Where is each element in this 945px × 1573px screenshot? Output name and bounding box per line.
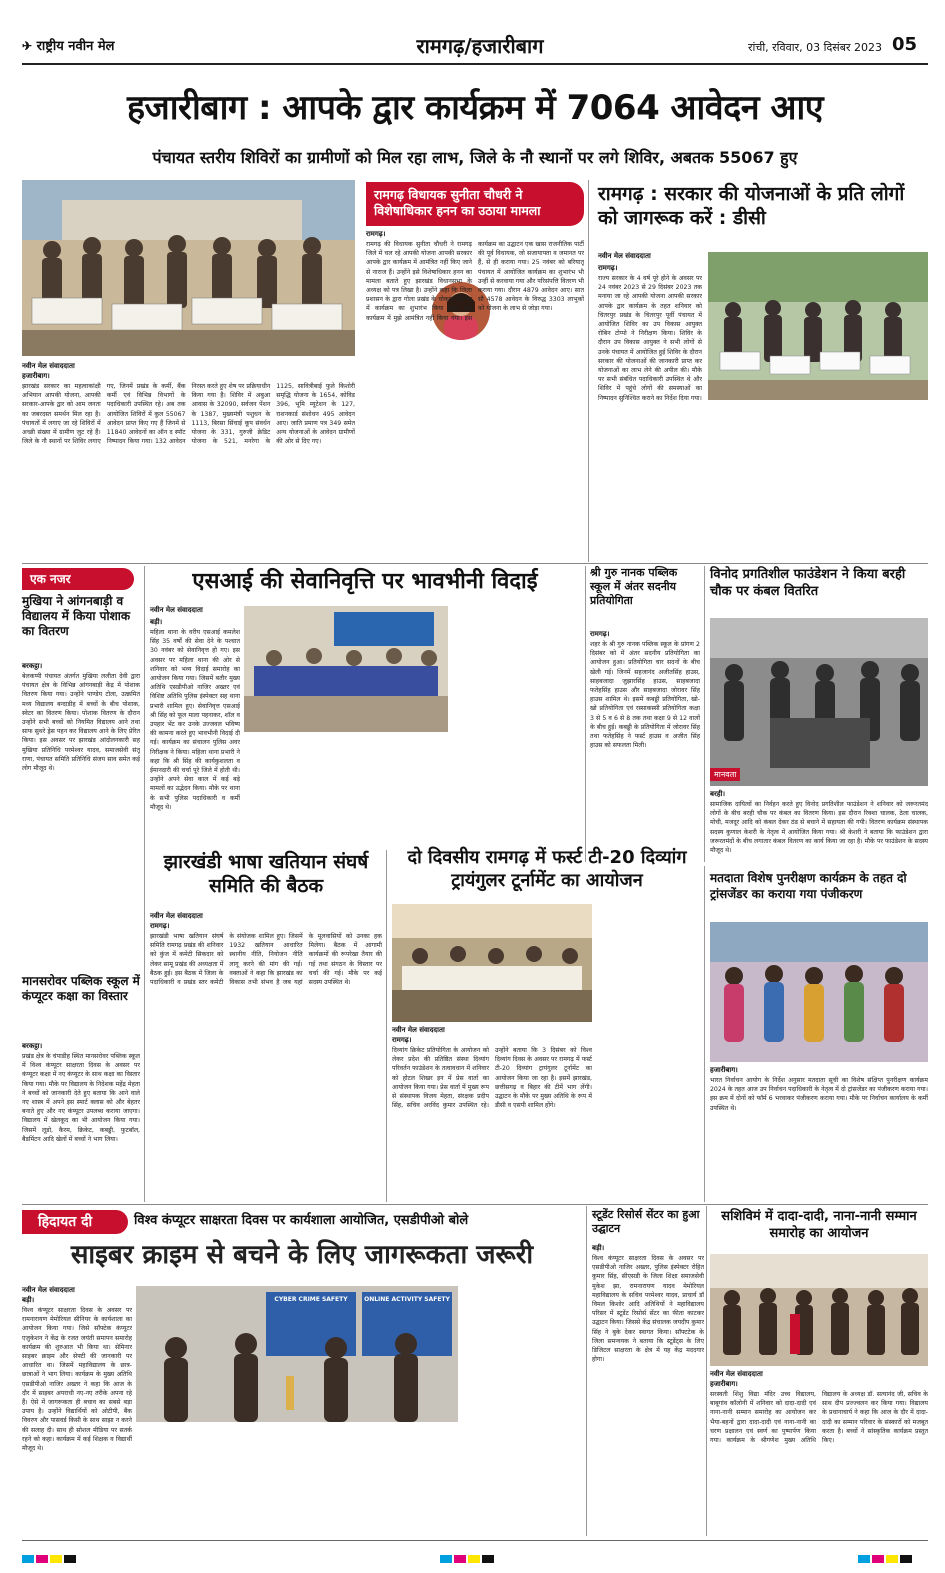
mla-body: रामगढ़ की विधायक सुनीता चौधरी ने रामगढ़ जिले में चल रहे आपकी योजना आपकी सरकार आपके द्वार कार्यक्रम में आमंत्रित नहीं किए जाने से नाराज हैं। उन्होंने इसे विशेषाधिकार हनन का मामला बताते हुए झारखंड विधानसभा के अध्यक्ष को पत्र लिखा है। उन्होंने कहा कि जिला प्रशासन के द्वारा गोला प्रखंड के चोकाद पंचायत में कार्यक्रम का शुभारंभ किया गया। इस कार्यक्रम में मुझे आमंत्रित नहीं किया गया। इस कार्यक्रम का उद्घाटन एक खास राजनीतिक पार्टी की पूर्व विधायक, जो सजायाफ्ता व जमानत पर हैं, से ही कराया गया। 25 नवंबर को बरियातू पंचायत में आयोजित कार्यक्रम का शुभारंभ भी उन्हीं से करवाया गया और परिसंपत्ति वितरण भी कराया गया। दौरान 4879 आवेदन आए। सात सौ 4578 आवेदन के विरुद्ध 3303 लाभुकों को योजना के लाभ से जोड़ा गया। — [366, 241, 584, 322]
sidebar-item-2-headline: मानसरोवर पब्लिक स्कूल में कंप्यूटर कक्षा का विस्तार — [22, 974, 140, 1003]
section-rule — [22, 563, 928, 564]
student-body: विश्व कंप्यूटर साक्षरता दिवस के अवसर पर एसडीपीओ नाजिर अख्तर, पुलिस इंस्पेक्टर रोहित कुमार सिंह, सीएसडी के जिला शिक्षा समाजसेवी मुकेश झा, रामनारायण यादव मेमोरियल महाविद्यालय के सचिव परमेश्वर यादव, प्राचार्य डॉ विमल किशोर आदि अतिथियों ने महाविद्यालय परिसर में स्टूडेंट रिसोर्स सेंटर का फीता काटकर उद्घाटन किया। जिससे केंद्र संचालक जयदीप कुमार सिंह ने बुके देकर स्वागत किया। सॉफ्टटेक के जिला समन्वयक ने बताया कि स्टूडेंट्स के लिए डिजिटल साक्षरता के क्षेत्र में यह केंद्र मददगार होगा। — [592, 1255, 704, 1364]
column-divider — [144, 566, 145, 1202]
vinod-photo — [710, 618, 928, 786]
si-body-cont2 — [452, 606, 580, 848]
cyber-body: विश्व कंप्यूटर साक्षरता दिवस के अवसर पर रामनारायण मेमोरियल सीनियर के कार्यशाला का आयोजन किया गया। जिसे सॉफ्टेक कंप्यूटर एजुकेशन ने केंद्र के रजत जयंती समापन समारोह कार्यक्रम की शुरुआत भी किया था। सेमिनार साइबर क्राइम और सेफ्टी की जानकारी पर आधारित था। जिसमें महाविद्यालय के छात्र-छात्राओं ने भाग लिया। कार्यक्रम के मुख्य अतिथि एसडीपीओ नाजिर अख्तर ने कहा कि आज के दौर में साइबर अपराधी नए-नए तरीके अपना रहे हैं। ऐसे में जागरूकता ही बचाव का सबसे बड़ा उपाय है। उन्होंने विद्यार्थियों को ओटीपी, बैंक विवरण और पासवर्ड किसी के साथ साझा न करने की सलाह दी। साथ ही सोशल मीडिया पर सतर्क रहने को कहा। कार्यक्रम में कई शिक्षक व विद्यार्थी मौजूद थे। — [22, 1307, 132, 1453]
vinod-body: सामाजिक दायित्वों का निर्वहन करते हुए विनोद प्रगतिशील फाउंडेशन ने शनिवार को जरूरतमंद लोगों के बीच बरही चौक पर कंबल का वितरण किया। इस दौरान रिक्शा चालक, ठेला चालक, मोची, मजदूर आदि को कंबल देकर ठंड से बचाने में सहायता की गयी। वितरण कार्यक्रम संस्थापक सदस्य कुणाल केशरी के नेतृत्व में आयोजित किया गया। श्री केशरी ने बताया कि फाउंडेशन द्वारा जरूरतमंदों के बीच लगातार कंबल वितरण का कार्य किया जा रहा है। मौके पर फाउंडेशन के सदस्य मौजूद थे। — [710, 801, 928, 855]
t20-headline: दो दिवसीय रामगढ़ में फर्स्ट टी-20 दिव्यांग ट्रायंगुलर टूर्नामेंट का आयोजन — [407, 847, 687, 891]
sidebar-item-1-body: बेलकप्पी पंचायत अंतर्गत मुखिया ललीता देवी द्वारा पंचायत क्षेत्र के विभिन्न आंगनबाड़ी केंद्र में पोशाक वितरण किया गया। उन्होंने पाण्डेय टोला, उत्क्रमित मध्य विद्यालय बन्दाडीह में बच्चों के बीच पोशाक, स्वेटर का वितरण किया। पोशाक वितरण के दौरान उन्होंने सभी बच्चों को नियमित विद्यालय आने तथा साफ सुथरे ड्रेस पहन कर विद्यालय आने के लिए प्रेरित किया। इस अवसर पर झारखंड आंदोलनकारी सह मुखिया प्रतिनिधि परमेश्वर यादव, समाजसेवी संतू राणा, पंचायत समिति प्रतिनिधि संजय साव समेत कई लोग मौजूद थे। — [22, 673, 140, 773]
lead-body: झारखंड सरकार का महत्वाकांक्षी अभियान आपकी योजना, आपकी सरकार-आपके द्वार को आम जनता का जबरदस्त समर्थन मिल रहा है। पंचायतों में लगाए जा रहे शिविरों में अच्छी संख्या में ग्रामीण जुट रहे हैं। जिले के नौ स्थानों पर शिविर लगाए गए, जिनमें प्रखंड के कर्मी, बैंक कर्मी एवं विभिन्न विभागों के पदाधिकारी उपस्थित रहे। अब तक आयोजित शिविरों में कुल 55067 आवेदन प्राप्त किए गए हैं जिनमें से 11840 आवेदनों का ऑन द स्पॉट निष्पादन किया गया। 132 आवेदन निरस्त करते हुए शेष पर प्रक्रियाधीन किया गया है। शिविर में अबुआ आवास के 32090, सर्वजन पेंशन के 1387, मुख्यमंत्री पशुधन के 1113, बिरसा सिंचाई कूप संवर्धन योजना के 331, गुरुजी क्रेडिट योजना के 521, मनरेगा के 1125, सावित्रीबाई फुले किशोरी समृद्धि योजना के 1654, कोविड 396, भूमि म्यूटेशन के 127, राशनकार्ड संशोधन 495 आवेदन आए। जाति प्रमाण पत्र 349 समेत अन्य योजनाओं के आवेदन ग्रामीणों की ओर से दिए गए। — [22, 383, 355, 446]
si-photo — [244, 606, 448, 732]
voter-headline: मतदाता विशेष पुनरीक्षण कार्यक्रम के तहत दो ट्रांसजेंडर का कराया गया पंजीकरण — [710, 871, 907, 901]
elders-place: हजारीबाग। — [710, 1380, 738, 1388]
cyber-banner-left: CYBER CRIME SAFETY — [274, 1296, 348, 1303]
column-divider — [704, 866, 705, 1202]
si-dateline: नवीन मेल संवाददाता — [150, 606, 203, 614]
vinod-photo-tag: मानवता — [710, 768, 740, 781]
sidebar-item-2-place: बरकट्ठा। — [22, 1042, 43, 1050]
t20-dateline: नवीन मेल संवाददाता — [392, 1026, 445, 1034]
voter-body: भारत निर्वाचन आयोग के निर्देश अनुसार मतदाता सूची का विशेष संक्षिप्त पुनरीक्षण कार्यक्रम 2024 के तहत आज उप निर्वाचन पदाधिकारी के नेतृत्व में दो ट्रांसजेंडर का पंजीकरण कराया गया। इस क्रम में दोनों को फॉर्म 6 भरवाकर पंजीकरण कराया गया। मौके पर निर्वाचन कार्यालय के कर्मी उपस्थित थे। — [710, 1077, 928, 1112]
column-divider — [585, 566, 586, 862]
lead-headline: हजारीबाग : आपके द्वार कार्यक्रम में 7064 आवेदन आए — [126, 88, 824, 128]
school-body: शहर के श्री गुरु नानक पब्लिक स्कूल के प्रांगण 2 दिसंबर को में अंतर सदनीय प्रतियोगिता का आयोजन हुआ। प्रतियोगिता चार सदनों के बीच खेली गई। जिनमें सहजानंद अजीतसिंह हाउस, साहबजादा जुझारसिंह हाउस, साहबजादा फतेहसिंह हाउस और साहबजादा जोरावर सिंह हाउस शामिल थे। इसमें कबड्डी प्रतियोगिता, खो-खो प्रतियोगिता एवं रस्साकस्सी प्रतियोगिता कक्षा 3 से 5 व 6 से 8 तक तथा कक्षा 9 से 12 वालों के बीच हुई। कबड्डी के प्रतियोगिता में जोरावर सिंह तथा फतेहसिंह ने फर्स्ट हाउस व अजीत सिंह हाउस को सफलता मिली। — [590, 641, 700, 750]
column-divider — [386, 850, 387, 1202]
bhasha-body: झारखंडी भाषा खतियान संघर्ष समिति रामगढ़ प्रखंड की शनिवार को कुंज में कमेटी सिकदार को लेकर सामू प्रखंड की अध्यक्षता में बैठक हुई। इस बैठक में जिला के पदाधिकारी व प्रखंड स्तर कमेटी के संयोजक शामिल हुए। जिसमें 1932 खतियान आधारित स्थानीय नीति, नियोजन नीति लागू करने की मांग की गई। वक्ताओं ने कहा कि झारखंड का विकास तभी संभव है जब यहां के मूलवासियों को उनका हक मिलेगा। बैठक में आगामी कार्यक्रमों की रूपरेखा तैयार की गई तथा संगठन के विस्तार पर चर्चा की गई। मौके पर कई सदस्य उपस्थित थे। — [150, 933, 382, 987]
column-divider — [704, 566, 705, 862]
bhasha-headline: झारखंडी भाषा खतियान संघर्ष समिति की बैठक — [163, 851, 369, 897]
si-headline: एसआई की सेवानिवृत्ति पर भावभीनी विदाई — [192, 569, 538, 594]
t20-body: दिव्यांग क्रिकेट प्रतियोगिता के आयोजन को लेकर प्रदेश की प्रतिष्ठित संस्था दिव्यांग परिवर्तन फाउंडेशन के तत्वावधान में शनिवार को होटल शिखर इन में प्रेस वार्ता का आयोजन किया गया। प्रेस वार्ता में मुख्य रूप से संस्थापक विजय मेहता, संरक्षक प्रदीप सिंह, सचिव अरविंद कुमार उपस्थित रहे। उन्होंने बताया कि 3 दिसंबर को विश्व दिव्यांग दिवस के अवसर पर रामगढ़ में फर्स्ट टी-20 दिव्यांग ट्रायंगुलर टूर्नामेंट का आयोजन किया जा रहा है। इसमें झारखंड, छत्तीसगढ़ व बिहार की टीमें भाग लेंगी। उद्घाटन के मौके पर मुख्य अतिथि के रूप में डीसी व एसपी शामिल होंगे। — [392, 1047, 592, 1110]
si-body: महिला थाना के वरीय एसआई कमलेश सिंह 35 वर्षों की सेवा देने के पश्चात 30 नवंबर को सेवानिवृत्त हो गए। इस अवसर पर महिला थाना की ओर से शनिवार को भव्य विदाई समारोह का आयोजन किया गया। जिसमें बतौर मुख्य अतिथि एसडीपीओ नाजिर अख्तर एवं विशिष्ट अतिथि पुलिस इंस्पेक्टर सह थाना प्रभारी शामिल हुए। सेवानिवृत्त एसआई श्री सिंह को फूल माला पहनाकर, शॉल व उपहार भेंट कर उनके उज्जवल भविष्य की कामना करते हुए भावभीनी विदाई दी गई। कार्यक्रम का संचालन पुलिस अवर निरीक्षक ने किया। महिला थाना प्रभारी ने कहा कि श्री सिंह की कार्यकुशलता व ईमानदारी की चर्चा पूरे जिले में होती थी। उन्होंने अपने सेवा काल में कई बड़े मामलों का उद्भेदन किया। मौके पर थाना के सभी पुलिस पदाधिकारी व कर्मी मौजूद थे। — [150, 629, 240, 811]
cyber-place: बड़ी। — [22, 1296, 35, 1304]
page-number: 05 — [892, 34, 918, 55]
cyber-tag: हिदायत दी — [22, 1210, 128, 1234]
color-registration-bar-center — [440, 1548, 510, 1558]
student-headline: स्टूडेंट रिसोर्स सेंटर का हुआ उद्घाटन — [592, 1208, 700, 1235]
yellow-swatch — [886, 1555, 898, 1563]
cyan-swatch — [440, 1555, 452, 1563]
column-divider — [706, 1206, 707, 1536]
bird-icon: ✈ — [22, 39, 33, 53]
color-registration-bar-right — [858, 1548, 928, 1558]
color-registration-bar — [22, 1548, 92, 1558]
magenta-swatch — [454, 1555, 466, 1563]
elders-headline: सशिविमं में दादा-दादी, नाना-नानी सम्मान समारोह का आयोजन — [721, 1209, 917, 1241]
si-body-cont — [244, 738, 448, 848]
dc-place: रामगढ़। — [598, 264, 618, 272]
voter-place: हजारीबाग। — [710, 1066, 738, 1074]
elders-body: सरस्वती शिशु विद्या मंदिर उच्च विद्यालय, बाबूगांव कॉलोनी में शनिवार को दादा-दादी एवं नाना-नानी सम्मान समारोह का आयोजन कर भैया-बहनों द्वारा दादा-दादी एवं नाना-नानी का चरण प्रक्षालन एवं स्वर्ण का पुष्पार्पण किया गया। कार्यक्रम के श्रीगणेश मुख्य अतिथि विद्यालय के अध्यक्ष डॉ. सत्यानंद जी, सचिव के साथ दीप प्रज्ज्वलन कर किया गया। विद्यालय के प्रधानाचार्य ने कहा कि आज के दौर में दादा-दादी का सम्मान परिवार के संस्कारों को मजबूत करता है। बच्चों ने सांस्कृतिक कार्यक्रम प्रस्तुत किए। — [710, 1391, 928, 1445]
t20-body-cont — [596, 904, 702, 1202]
black-swatch — [64, 1555, 76, 1563]
cyber-body-cont2 — [462, 1286, 582, 1536]
voter-photo — [710, 922, 928, 1062]
bhasha-place: रामगढ़। — [150, 922, 170, 930]
bhasha-dateline: नवीन मेल संवाददाता — [150, 912, 203, 920]
sidebar-item-1-headline: मुखिया ने आंगनबाड़ी व विद्यालय में किया पोशाक का वितरण — [22, 594, 131, 638]
column-divider — [588, 180, 589, 562]
cyber-headline: साइबर क्राइम से बचने के लिए जागरूकता जरूरी — [70, 1240, 534, 1270]
column-divider — [586, 1206, 587, 1536]
mla-headline: रामगढ़ विधायक सुनीता चौधरी ने विशेषाधिकार हनन का उठाया मामला — [366, 182, 584, 226]
cyber-body-cont — [136, 1428, 458, 1536]
cyber-photo — [136, 1286, 458, 1422]
yellow-swatch — [50, 1555, 62, 1563]
sidebar-item-2-body: प्रखंड क्षेत्र के चंपाडीह स्थित मानसरोवर पब्लिक स्कूल में विश्व कंप्यूटर साक्षरता दिवस के अवसर पर कंप्यूटर कक्षा में नए कंप्यूटर के साथ कक्षा का विस्तार किया गया। मौके पर विद्यालय के निदेशक महेंद्र मेहता ने बच्चों को जानकारी देते हुए बताया कि आने वाले नए शास्त्र में अपने इस स्मार्ट क्लास को और बेहतर बनाते हुए और नए कंप्यूटर उपलब्ध कराया जाएगा। विद्यालय में खेलकूद का भी आयोजन किया गया। जिसमें लूडो, कैरम, क्रिकेट, कबड्डी, फुटबॉल, बैडमिंटन आदि खेलों में बच्चों ने भाग लिया। — [22, 1053, 140, 1143]
vinod-place: बरही। — [710, 790, 726, 798]
lead-subhead: पंचायत स्तरीय शिविरों का ग्रामीणों को मिल रहा लाभ, जिले के नौ स्थानों पर लगे शिविर, अबतक 55067 हुए — [152, 148, 798, 167]
school-place: रामगढ़। — [590, 630, 610, 638]
cyber-kicker: विश्व कंप्यूटर साक्षरता दिवस पर कार्यशाला आयोजित, एसडीपीओ बोले — [134, 1213, 469, 1228]
sidebar-item-1-place: बरकट्ठा। — [22, 662, 43, 670]
cyan-swatch — [858, 1555, 870, 1563]
dc-headline: रामगढ़ : सरकार की योजनाओं के प्रति लोगों को जागरूक करें : डीसी — [598, 183, 905, 229]
cyan-swatch — [22, 1555, 34, 1563]
magenta-swatch — [872, 1555, 884, 1563]
cyber-dateline: नवीन मेल संवाददाता — [22, 1286, 75, 1294]
header-rule — [22, 63, 928, 65]
magenta-swatch — [36, 1555, 48, 1563]
dc-body: राज्य सरकार के 4 वर्ष पूरे होने के अवसर पर 24 नवंबर 2023 से 29 दिसंबर 2023 तक मनाया जा रहे आपकी योजना आपकी सरकार आपके द्वार कार्यक्रम के तहत शनिवार को चितरपुर प्रखंड के चितरपुर पूर्वी पंचायत में आयोजित शिविर का उप विकास आयुक्त रोबिन टोप्पो ने निरीक्षण किया। शिविर के दौरान उप विकास आयुक्त ने सभी लोगों से उनके पंचायत में आयोजित हुई शिविर के दौरान सरकार की योजनाओं की जानकारी प्राप्त कर योजनाओं का लाभ लेने की अपील की। मौके पर सभी संबंधित पदाधिकारी उपस्थित थे और शिविर में पहुंचे लोगों की समस्याओं का निष्पादन सुनिश्चित कराने का निर्देश दिया गया। — [598, 275, 702, 402]
masthead-brand: ✈ राष्ट्रीय नवीन मेल — [22, 39, 115, 54]
black-swatch — [900, 1555, 912, 1563]
dc-body-cont — [708, 404, 928, 562]
mla-place: रामगढ़। — [366, 230, 386, 238]
t20-place: रामगढ़। — [392, 1036, 412, 1044]
lead-dateline: नवीन मेल संवाददाता — [22, 362, 75, 370]
black-swatch — [482, 1555, 494, 1563]
section-title: रामगढ़/हजारीबाग — [416, 34, 544, 58]
lead-photo — [22, 180, 355, 356]
dc-dateline: नवीन मेल संवाददाता — [598, 252, 651, 260]
lead-place: हजारीबाग। — [22, 372, 50, 380]
section-rule — [22, 1204, 928, 1205]
school-headline: श्री गुरु नानक पब्लिक स्कूल में अंतर सदनीय प्रतियोगिता — [590, 566, 678, 607]
yellow-swatch — [468, 1555, 480, 1563]
dc-photo — [708, 252, 928, 400]
sidebar-tag: एक नजर — [22, 568, 134, 590]
issue-date: रांची, रविवार, 03 दिसंबर 2023 — [748, 41, 882, 54]
elders-dateline: नवीन मेल संवाददाता — [710, 1370, 763, 1378]
vinod-headline: विनोद प्रगतिशील फाउंडेशन ने किया बरही चौक पर कंबल वितरित — [710, 567, 906, 599]
student-place: बड़ी। — [592, 1244, 605, 1252]
t20-photo — [392, 904, 592, 1022]
footer-rule — [22, 1540, 928, 1541]
si-place: बड़ी। — [150, 618, 163, 626]
elders-photo — [710, 1254, 928, 1366]
cyber-banner-right: ONLINE ACTIVITY SAFETY — [364, 1296, 450, 1303]
